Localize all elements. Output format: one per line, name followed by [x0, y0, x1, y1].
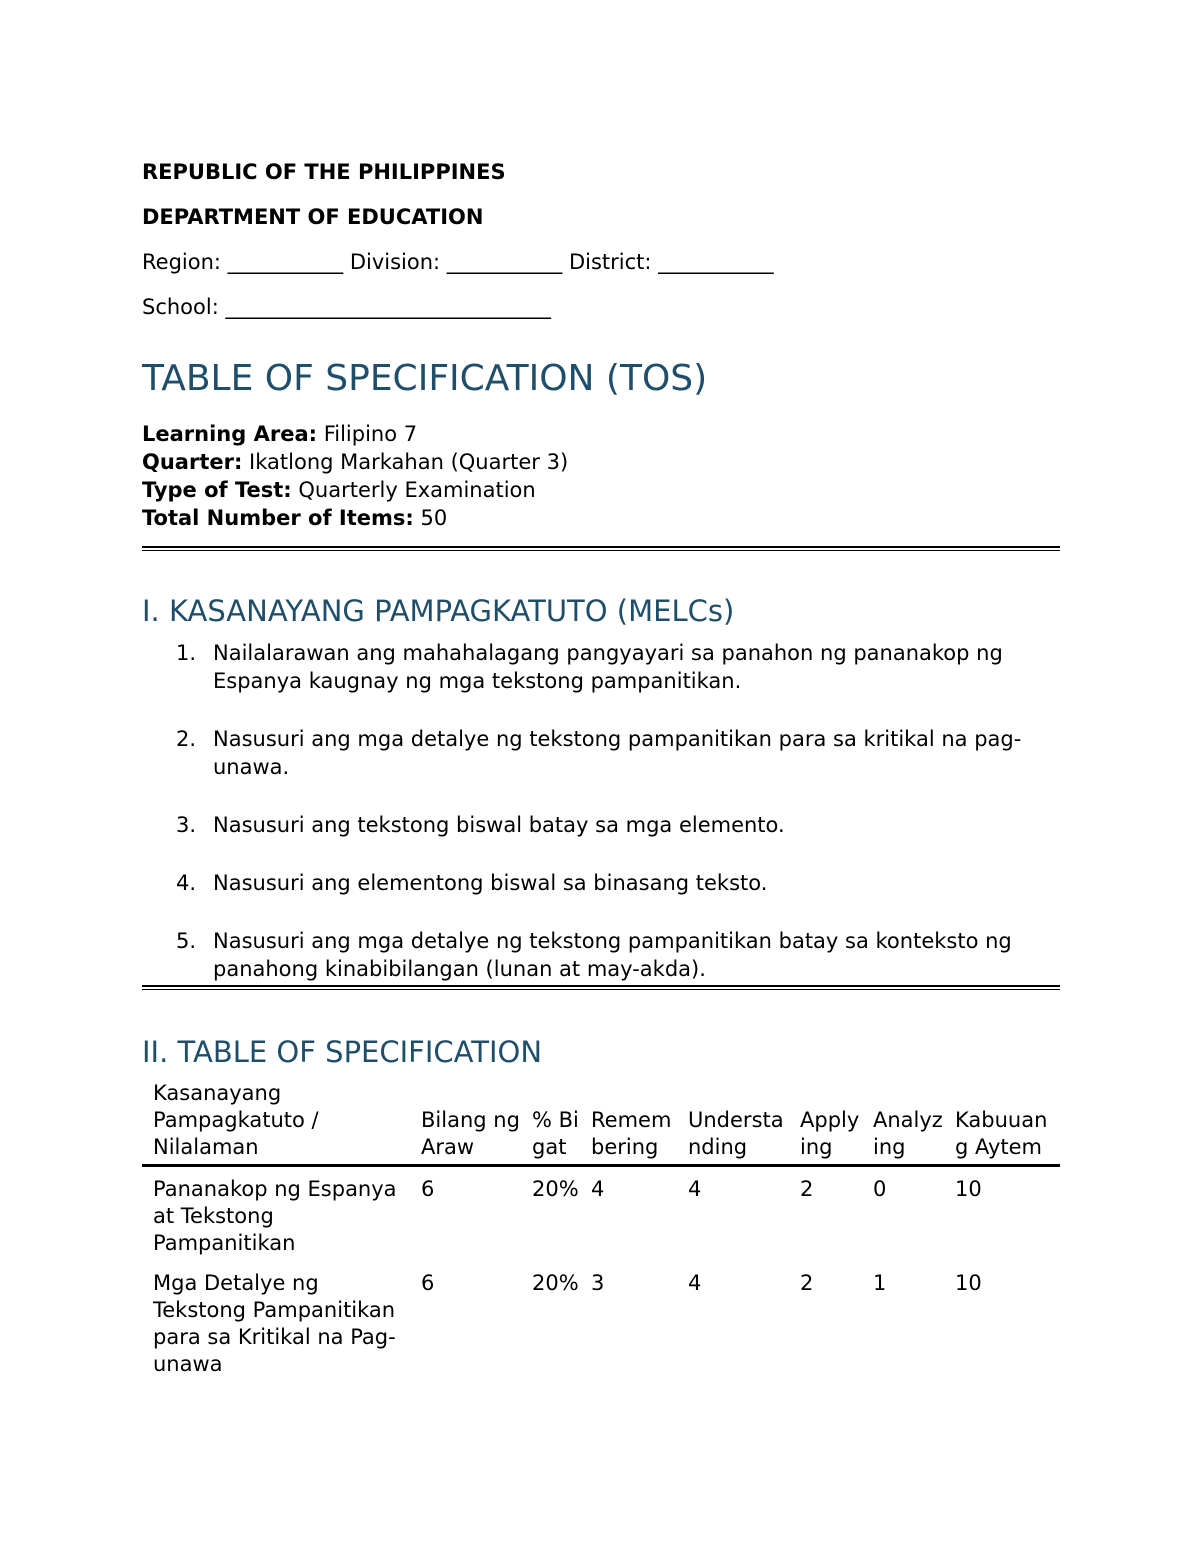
- table-cell: 1: [873, 1271, 887, 1295]
- column-header: Kasanayang Pampagkatuto / Nilalaman: [142, 1080, 410, 1166]
- list-item: [142, 869, 1060, 897]
- list-item-number: 1.: [176, 641, 197, 665]
- total-items-label: Total Number of Items:: [142, 506, 414, 530]
- page-title: TABLE OF SPECIFICATION (TOS): [142, 358, 708, 399]
- column-header: Kabuuang Aytem: [944, 1080, 1060, 1166]
- total-items-row: [142, 504, 568, 532]
- melc-list: [142, 639, 1060, 1013]
- list-item: [142, 927, 1060, 983]
- table-cell: 20%: [532, 1271, 579, 1295]
- table-cell: Pananakop ng Espanya at Tekstong Pampanitikan: [153, 1177, 397, 1255]
- list-item-number: 5.: [176, 929, 197, 953]
- learning-area-label: Learning Area:: [142, 422, 318, 446]
- list-item: [142, 811, 1060, 839]
- table-cell: Mga Detalye ng Tekstong Pampanitikan para sa Kritikal na Pag-unawa: [153, 1271, 396, 1376]
- table-cell: 4: [688, 1271, 702, 1295]
- list-item-number: 2.: [176, 727, 197, 751]
- quarter-label: Quarter:: [142, 450, 243, 474]
- table-cell: 10: [955, 1271, 982, 1295]
- tos-table: [142, 1080, 1060, 1382]
- table-cell: 3: [591, 1271, 605, 1295]
- list-item-text: Nailalarawan ang mahahalagang pangyayari sa panahon ng pananakop ng Espanya kaugnay ng mga tekstong pampanitikan.: [213, 641, 1003, 693]
- learning-area-row: [142, 420, 568, 448]
- divider-rule: [142, 546, 1060, 551]
- department-heading: DEPARTMENT OF EDUCATION: [142, 205, 484, 229]
- table-cell: 2: [800, 1271, 814, 1295]
- list-item-text: Nasusuri ang tekstong biswal batay sa mga elemento.: [213, 813, 785, 837]
- table-cell: 10: [955, 1177, 982, 1201]
- list-item-number: 4.: [176, 871, 197, 895]
- table-cell: 0: [873, 1177, 887, 1201]
- column-header: Remembering: [580, 1080, 677, 1166]
- table-cell: 6: [421, 1177, 435, 1201]
- list-item-text: Nasusuri ang elementong biswal sa binasang teksto.: [213, 871, 768, 895]
- column-header: Bilang ng Araw: [410, 1080, 521, 1166]
- test-type-label: Type of Test:: [142, 478, 292, 502]
- quarter-row: [142, 448, 568, 476]
- column-header: Analyzing: [862, 1080, 944, 1166]
- section-2-heading: II. TABLE OF SPECIFICATION: [142, 1035, 543, 1069]
- test-type-row: [142, 476, 568, 504]
- table-row: [142, 1166, 1060, 1262]
- table-cell: 4: [591, 1177, 605, 1201]
- list-item-number: 3.: [176, 813, 197, 837]
- school-line: School: _______________________________: [142, 295, 551, 319]
- location-line: Region: ___________ Division: ___________ District: ___________: [142, 250, 774, 274]
- list-item: [142, 725, 1060, 781]
- table-header-row: [142, 1080, 1060, 1166]
- list-item: [142, 639, 1060, 695]
- section-1-heading: I. KASANAYANG PAMPAGKATUTO (MELCs): [142, 594, 735, 628]
- column-header: Understanding: [677, 1080, 789, 1166]
- table-cell: 20%: [532, 1177, 579, 1201]
- column-header: % Bigat: [521, 1080, 580, 1166]
- test-meta: [142, 420, 568, 532]
- column-header: Applying: [789, 1080, 862, 1166]
- quarter-value: Ikatlong Markahan (Quarter 3): [242, 450, 569, 474]
- learning-area-value: Filipino 7: [317, 422, 418, 446]
- table-cell: 6: [421, 1271, 435, 1295]
- list-item-text: Nasusuri ang mga detalye ng tekstong pampanitikan batay sa konteksto ng panahong kinabibilangan (lunan at may-akda).: [213, 929, 1012, 981]
- test-type-value: Quarterly Examination: [291, 478, 536, 502]
- table-row: [142, 1261, 1060, 1382]
- list-item-text: Nasusuri ang mga detalye ng tekstong pampanitikan para sa kritikal na pag-unawa.: [213, 727, 1022, 779]
- total-items-value: 50: [413, 506, 448, 530]
- divider-rule: [142, 985, 1060, 990]
- republic-heading: REPUBLIC OF THE PHILIPPINES: [142, 160, 506, 184]
- table-cell: 4: [688, 1177, 702, 1201]
- table-cell: 2: [800, 1177, 814, 1201]
